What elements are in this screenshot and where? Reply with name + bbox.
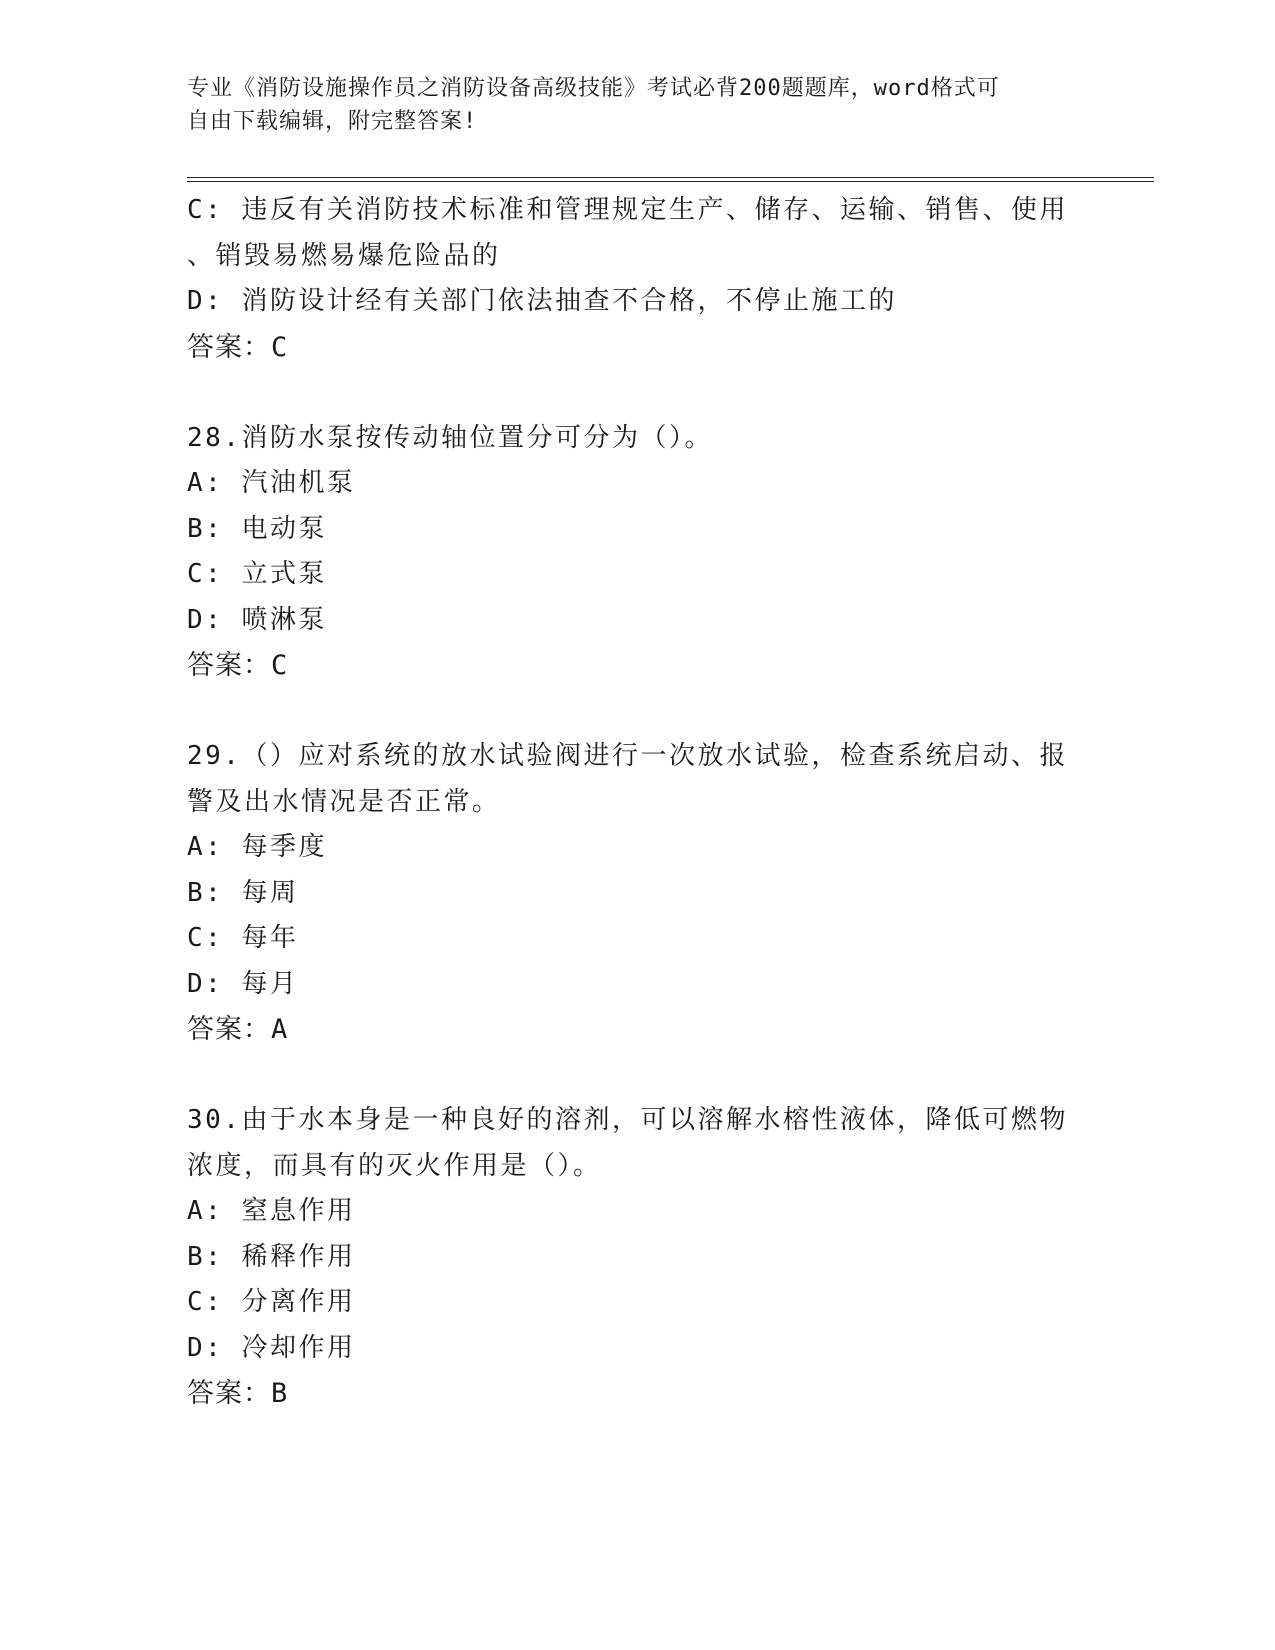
question-stem-line-2: 浓度，而具有的灭火作用是（）。 xyxy=(187,1150,602,1181)
answer-line xyxy=(187,1007,1087,1053)
option-d: D: 喷淋泵 xyxy=(187,604,327,635)
question-block-28 xyxy=(187,416,1087,689)
question-block-27 xyxy=(187,188,1087,370)
option-a: A: 汽油机泵 xyxy=(187,468,356,498)
option-c-line-1: C: 违反有关消防技术标准和管理规定生产、储存、运输、销售、使用 xyxy=(187,195,1068,225)
header-line-1: 专业《消防设施操作员之消防设备高级技能》考试必背200题题库，word格式可 xyxy=(187,76,1000,101)
option-b: B: 电动泵 xyxy=(187,513,327,544)
answer-line xyxy=(187,643,1087,689)
option-c: C: 每年 xyxy=(187,923,299,953)
option-b: B: 稀释作用 xyxy=(187,1241,356,1272)
answer-line xyxy=(187,325,1087,371)
option-d: D: 消防设计经有关部门依法抽查不合格，不停止施工的 xyxy=(187,286,897,316)
question-stem-line-1: 30.由于水本身是一种良好的溶剂，可以溶解水榕性液体，降低可燃物 xyxy=(187,1105,1068,1135)
option-c: C: 立式泵 xyxy=(187,559,327,589)
answer-label: 答案： xyxy=(187,1378,271,1409)
answer-label: 答案： xyxy=(187,1014,271,1045)
option-a: A: 每季度 xyxy=(187,832,327,862)
document-header xyxy=(187,72,1067,138)
answer-value: C xyxy=(271,331,289,363)
answer-value: C xyxy=(271,650,289,681)
question-block-29 xyxy=(187,734,1087,1053)
answer-value: B xyxy=(271,1378,289,1409)
question-gap xyxy=(187,370,1087,416)
header-divider-top xyxy=(187,177,1154,178)
option-c: C: 分离作用 xyxy=(187,1287,356,1317)
document-body xyxy=(187,188,1087,1417)
answer-label: 答案： xyxy=(187,331,271,363)
answer-value: A xyxy=(271,1014,289,1045)
option-b: B: 每周 xyxy=(187,877,299,908)
option-d: D: 冷却作用 xyxy=(187,1332,356,1363)
question-stem: 28.消防水泵按传动轴位置分可分为（）。 xyxy=(187,422,713,453)
question-block-30 xyxy=(187,1098,1087,1417)
question-gap xyxy=(187,689,1087,735)
option-c-line-2: 、销毁易燃易爆危险品的 xyxy=(187,240,501,271)
answer-label: 答案： xyxy=(187,650,271,681)
header-divider-bottom xyxy=(187,181,1154,182)
question-stem-line-2: 警及出水情况是否正常。 xyxy=(187,786,501,817)
answer-line xyxy=(187,1371,1087,1417)
header-line-2: 自由下载编辑，附完整答案! xyxy=(187,109,478,134)
question-stem-line-1: 29.（）应对系统的放水试验阀进行一次放水试验，检查系统启动、报 xyxy=(187,741,1068,771)
option-a: A: 窒息作用 xyxy=(187,1196,356,1226)
option-d: D: 每月 xyxy=(187,968,299,999)
question-gap xyxy=(187,1053,1087,1099)
